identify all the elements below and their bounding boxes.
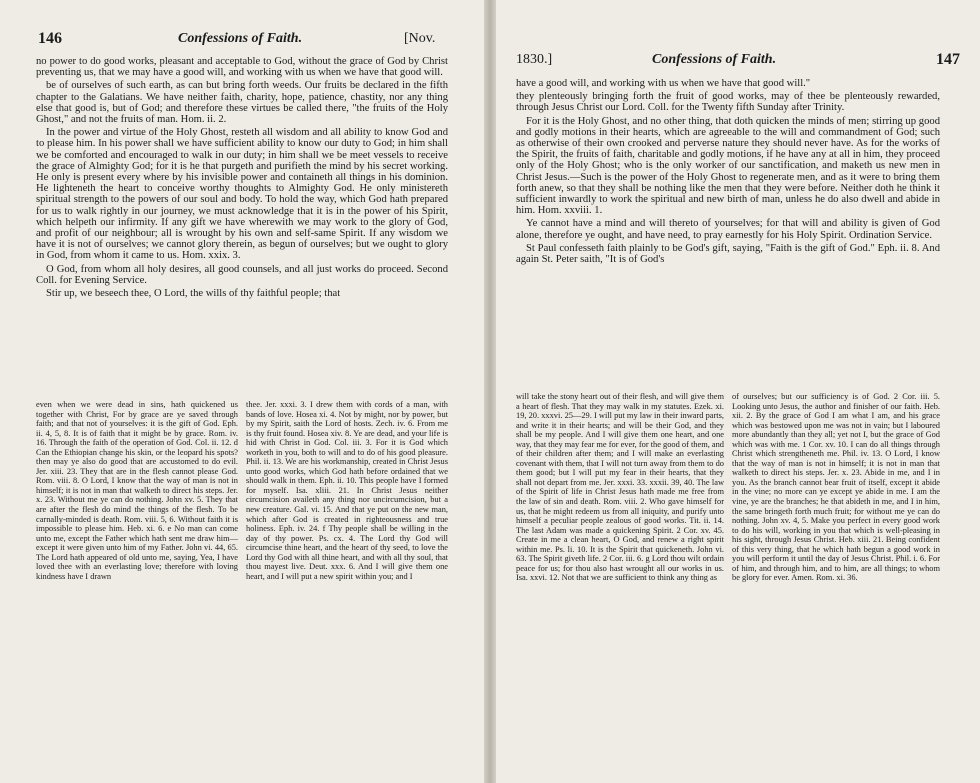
page-number: 146 — [38, 30, 62, 47]
running-title: Confessions of Faith. — [178, 31, 303, 46]
paragraph: be of ourselves of such earth, as can but bring forth weeds. Our fruits be declared in the fifth chapter to the Galatians. We have neither faith, charity, hope, patience, chastity, nor any thing else that good is, but of God; and therefore these virtues be called there, "the fruits of the Holy Ghost," and not the fruits of man. Hom. ii. 2. — [36, 80, 448, 126]
paragraph: In the power and virtue of the Holy Ghost, resteth all wisdom and all ability to know God and to please him. In his power shall we have sufficient ability to know our duty to God; in him shall we be comforted and encouraged to walk in our duty; in him shall we be meet vessels to receive the grace of Almighty God; for it is he that purgeth and purifieth the mind by his secret working. He only is present every where by his invisible power and containeth all things in his dominion. He lighteneth the heart to conceive worthy thoughts to Almighty God. He only ministereth spiritual strength to the powers of our soul and body. To hold the way, which God hath prepared for us to walk rightly in our journey, we must acknowledge that it is in the power of his Spirit, which helpeth our infirmity. If any gift we have wherewith we may work to the glory of God, and profit of our neighbour; all is wrought by his own and self-same Spirit. If any wisdom we have it is not of ourselves; we cannot glory therein, as begun of ourselves; but we ought to glory in God, from whom it came to us. Hom. xxix. 3. — [36, 127, 448, 262]
footnote-column — [246, 400, 448, 581]
footnote-text: thee. Jer. xxxi. 3. I drew them with cords of a man, with bands of love. Hosea xi. 4. Not by might, nor by power, but by my Spirit, saith the Lord of hosts. Zech. iv. 6. From me is thy fruit found. Hosea xiv. 8. Ye are dead, and your life is hid with Christ in God. Col. iii. 3. For it is God which worketh in you, both to will and to do of his good pleasure. Phil. ii. 13. We are his workmanship, created in Christ Jesus unto good works, which God hath before ordained that we should walk in them. Eph. ii. 10. This people have I formed for myself. Isa. xliii. 21. In Christ Jesus neither circumcision availeth any thing nor uncircumcision, but a new creature. Gal. vi. 15. And that ye put on the new man, which after God is created in righteousness and true holiness. Eph. iv. 24. f Thy people shall be willing in the day of thy power. Ps. cx. 4. The Lord thy God will circumcise thine heart, and the heart of thy seed, to love the Lord thy God with all thine heart, and with all thy soul, that thou mayest live. Deut. xxx. 6. And I will give them one heart, and I will put a new spirit within you; and I — [246, 400, 448, 581]
paragraph: For it is the Holy Ghost, and no other thing, that doth quicken the minds of men; stirring up good and godly motions in their hearts, which are agreeable to the will and commandment of God; such as otherwise of their own crooked and perverse nature they should never have. As for the works of the Spirit, the fruits of faith, charitable and godly motions, if he have any at all in him, they proceed only of the Holy Ghost; who is the only worker of our sanctification, and maketh us new men in Christ Jesus.—Such is the power of the Holy Ghost to regenerate men, and as it were to bring them forth anew, so that they shall be nothing like the men that they were before. Neither doth he think it sufficient inwardly to work the spiritual and new birth of man, unless he do also dwell and abide in him. Hom. xxviii. 1. — [516, 115, 940, 217]
paragraph: Ye cannot have a mind and will thereto of yourselves; for that will and ability is given of God alone, therefore ye ought, and have need, to pray earnestly for his Holy Spirit. Ordination Service. — [516, 218, 940, 241]
left-page — [0, 0, 484, 783]
paragraph: St Paul confesseth faith plainly to be God's gift, saying, "Faith is the gift of God." Eph. ii. 8. And again St. Peter saith, "It is of God's — [516, 242, 940, 266]
header-date: [Nov. — [404, 31, 436, 46]
paragraph: Stir up, we beseech thee, O Lord, the wills of thy faithful people; that — [46, 288, 341, 300]
right-footnotes — [516, 392, 940, 583]
footnote-column — [36, 400, 238, 581]
left-main-text — [36, 56, 448, 301]
running-title: Confessions of Faith. — [652, 52, 777, 67]
book-gutter — [484, 0, 496, 783]
paragraph: O God, from whom all holy desires, all good counsels, and all just works do proceed. Second Coll. for Evening Service. — [36, 263, 448, 286]
paragraph: have a good will, and working with us when we have that good will." — [516, 78, 811, 89]
right-page — [496, 0, 980, 783]
right-main-text — [516, 78, 940, 267]
left-footnotes — [36, 400, 448, 581]
paragraph: they plenteously bringing forth the fruit of good works, may of thee be plenteously rewarded, through Jesus Christ our Lord. Coll. for the Twenty fifth Sunday after Trinity. — [516, 91, 940, 114]
page-number: 147 — [936, 51, 960, 68]
footnote-column — [732, 392, 940, 583]
footnote-column — [516, 392, 724, 583]
footnote-text: even when we were dead in sins, hath quickened us together with Christ, For by grace are ye saved through faith; and that not of yourselves: it is the gift of God. Eph. ii. 4, 5, 8. It is of faith that it might be by grace. Rom. iv. 16. Through the faith of the operation of God. Col. ii. 12. d Can the Ethiopian change his skin, or the leopard his spots? then may ye also do good that are accustomed to do evil. Jer. xiii. 23. They that are in the flesh cannot please God. Rom. viii. 8. O Lord, I know that the way of man is not in himself; it is not in man that walketh to direct his steps. Jer. x. 23. Without me ye can do nothing. John xv. 5. They that are after the flesh do mind the things of the flesh. To be carnally-minded is death. Rom. viii. 5, 6. Without faith it is impossible to please him. Heb. xi. 6. e No man can come unto me, except the Father which hath sent me draw him—except it were given unto him of my Father. John vi. 44, 65. The Lord hath appeared of old unto me, saying, Yea, I have loved thee with an everlasting love; therefore with loving kindness have I drawn — [36, 400, 238, 581]
header-date: 1830.] — [516, 52, 553, 67]
paragraph: no power to do good works, pleasant and acceptable to God, without the grace of God by Christ preventing us, that we may have a good will, and working with us when we have that good will. — [36, 56, 448, 79]
footnote-text: will take the stony heart out of their flesh, and will give them a heart of flesh. That they may walk in my statutes. Ezek. xi. 19, 20. xxxvi. 25—29. I will put my law in their inward parts, and write it in their hearts; and will be their God, and they shall be my people. And I will give them one heart, and one way, that they may fear me for ever, for the good of them, and of their children after them; and I will make an everlasting covenant with them, that I will not turn away from them to do them good; but I will put my fear in their hearts, that they shall not depart from me. Jer. xxxi. 33. xxxii. 39, 40. The law of the Spirit of life in Christ Jesus hath made me free from the law of sin and death. Rom. viii. 2. Who gave himself for us, that he might redeem us from all iniquity, and purify unto himself a peculiar people zealous of good works. Tit. ii. 14. The last Adam was made a quickening Spirit. 2 Cor. xv. 45. Create in me a clean heart, O God, and renew a right spirit within me. Ps. li. 10. It is the Spirit that quickeneth. John vi. 63. The Spirit giveth life. 2 Cor. iii. 6. g Lord thou wilt ordain peace for us; for thou also hast wrought all our works in us. Isa. xxvi. 12. Not that we are sufficient to think any thing as — [516, 392, 724, 583]
footnote-text: of ourselves; but our sufficiency is of God. 2 Cor. iii. 5. Looking unto Jesus, the author and finisher of our faith. Heb. xii. 2. By the grace of God I am what I am, and his grace which was bestowed upon me was not in vain; but I laboured more abundantly than they all; yet not I, but the grace of God which was with me. 1 Cor. xv. 10. I can do all things through Christ which strengtheneth me. Phil. iv. 13. O Lord, I know that the way of man is not in himself; it is not in man that walketh to direct his steps. Jer. x. 23. Abide in me, and I in you. As the branch cannot bear fruit of itself, except it abide in the vine; no more can ye except ye abide in me. I am the vine, ye are the branches; he that abideth in me, and I in him, the same bringeth forth much fruit; for without me ye can do nothing. John xv. 4, 5. Make you perfect in every good work to do his will, working in you that which is well-pleasing in his sight, through Jesus Christ. Heb. xiii. 21. Being confident of this very thing, that he which hath begun a good work in you will perform it until the day of Jesus Christ. Phil. i. 6. For of him, and through him, and to him, are all things; to whom be glory for ever. Amen. Rom. xi. 36. — [732, 392, 940, 583]
